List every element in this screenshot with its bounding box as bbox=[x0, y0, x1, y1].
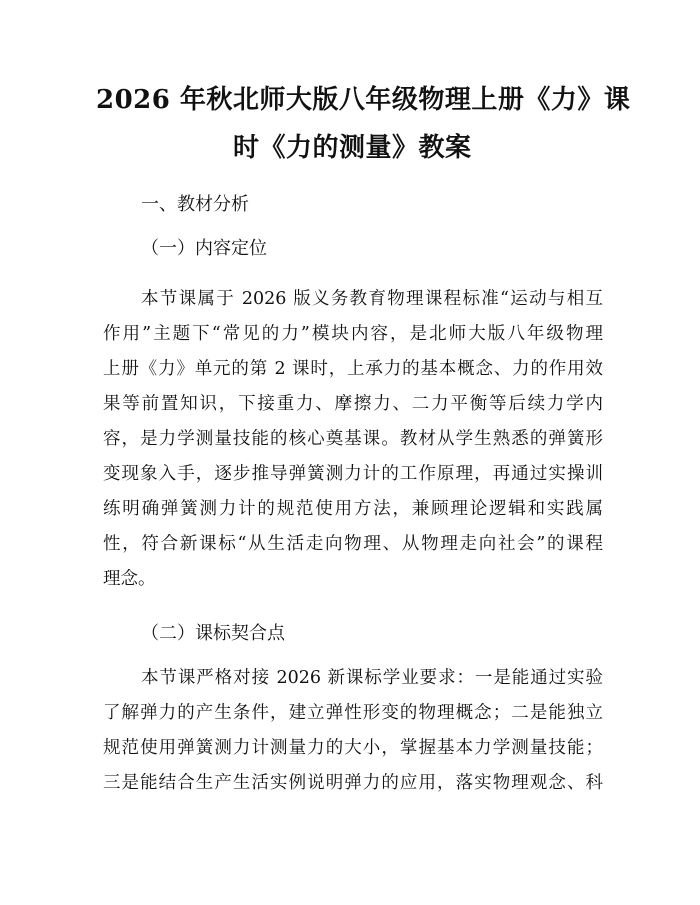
paragraph-line: 容，是力学测量技能的核心奠基课。教材从学生熟悉的弹簧形 bbox=[103, 429, 603, 449]
subsection-heading-content-positioning: （一）内容定位 bbox=[141, 238, 267, 259]
section-heading-textbook-analysis: 一、教材分析 bbox=[141, 194, 249, 215]
paragraph-line: 果等前置知识，下接重力、摩擦力、二力平衡等后续力学内 bbox=[103, 394, 603, 414]
paragraph-line: 练明确弹簧测力计的规范使用方法，兼顾理论逻辑和实践属 bbox=[103, 499, 603, 519]
paragraph-curriculum-alignment bbox=[103, 661, 603, 801]
paragraph-line: 理念。 bbox=[103, 569, 156, 589]
paragraph-line: 本节课属于 2026 版义务教育物理课程标准“运动与相互 bbox=[141, 289, 603, 309]
paragraph-content-positioning bbox=[103, 282, 603, 597]
document-title-line-2: 时《力的测量》教案 bbox=[233, 133, 472, 163]
paragraph-line: 本节课严格对接 2026 新课标学业要求：一是能通过实验 bbox=[141, 668, 603, 688]
paragraph-line: 上册《力》单元的第 2 课时，上承力的基本概念、力的作用效 bbox=[103, 359, 603, 379]
subsection-heading-curriculum-alignment: （二）课标契合点 bbox=[141, 623, 285, 644]
paragraph-line: 性，符合新课标“从生活走向物理、从物理走向社会”的课程 bbox=[103, 534, 603, 554]
paragraph-line: 规范使用弹簧测力计测量力的大小，掌握基本力学测量技能； bbox=[103, 738, 603, 758]
document-title-line-1: 2026 年秋北师大版八年级物理上册《力》课 bbox=[96, 85, 631, 115]
paragraph-line: 作用”主题下“常见的力”模块内容，是北师大版八年级物理 bbox=[103, 324, 603, 344]
paragraph-line: 变现象入手，逐步推导弹簧测力计的工作原理，再通过实操训 bbox=[103, 464, 603, 484]
paragraph-line: 三是能结合生产生活实例说明弹力的应用，落实物理观念、科 bbox=[103, 773, 603, 793]
paragraph-line: 了解弹力的产生条件，建立弹性形变的物理概念；二是能独立 bbox=[103, 703, 603, 723]
